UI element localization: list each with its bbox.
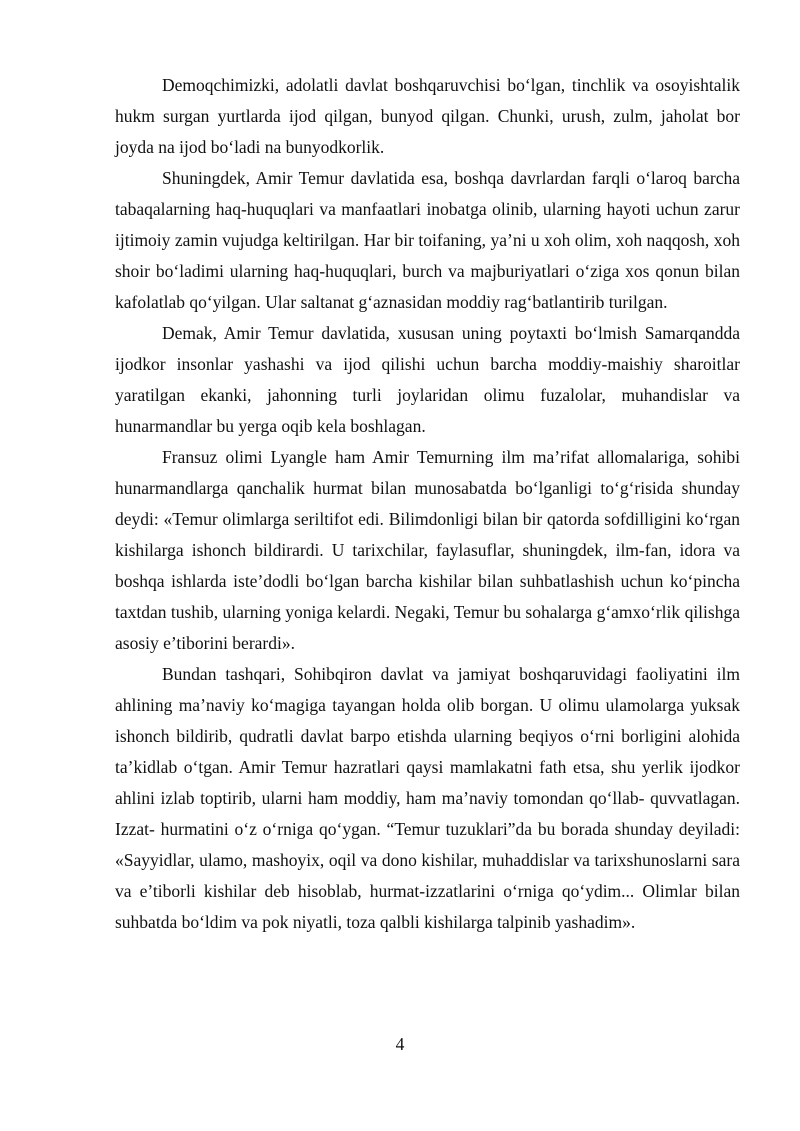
page-number: 4: [395, 1034, 405, 1054]
paragraph-3: Demak, Amir Temur davlatida, xususan uning poytaxti bo‘lmish Samarqandda ijodkor insonlar yashashi va ijod qilishi uchun barcha moddiy-maishiy sharoitlar yaratilgan ekanki, jahonning turli joylaridan olimu fuzalolar, muhandislar va hunarmandlar bu yerga oqib kela boshlagan.: [115, 323, 740, 436]
paragraph-5: Bundan tashqari, Sohibqiron davlat va jamiyat boshqaruvidagi faoliyatini ilm ahlining ma’naviy ko‘magiga tayangan holda olib borgan. U olimu ulamolarga yuksak ishonch bildirib, qudratli davlat barpo etishda ularning beqiyos o‘rni borligini alohida ta’kidlab o‘tgan. Amir Temur hazratlari qaysi mamlakatni fath etsa, shu yerlik ijodkor ahlini izlab toptirib, ularni ham moddiy, ham ma’naviy tomondan qo‘llab- quvvatlagan. Izzat- hurmatini o‘z o‘rniga qo‘ygan. “Temur tuzuklari”da bu borada shunday deyiladi: «Sayyidlar, ulamo, mashoyix, oqil va dono kishilar, muhaddislar va tarixshunoslarni sara va e’tiborli kishilar deb hisoblab, hurmat-izzatlarini o‘rniga qo‘ydim... Olimlar bilan suhbatda bo‘ldim va pok niyatli, toza qalbli kishilarga talpinib yashadim».: [115, 664, 740, 932]
page-body: [115, 70, 740, 938]
paragraph-1: Demoqchimizki, adolatli davlat boshqaruvchisi bo‘lgan, tinchlik va osoyishtalik hukm surgan yurtlarda ijod qilgan, bunyod qilgan. Chunki, urush, zulm, jaholat bor joyda na ijod bo‘ladi na bunyodkorlik.: [115, 75, 740, 157]
paragraph-4: Fransuz olimi Lyangle ham Amir Temurning ilm ma’rifat allomalariga, sohibi hunarmandlarga qanchalik hurmat bilan munosabatda bo‘lganligi to‘g‘risida shunday deydi: «Temur olimlarga seriltifot edi. Bilimdonligi bilan bir qatorda sofdilligini ko‘rgan kishilarga ishonch bildirardi. U tarixchilar, faylasuflar, shuningdek, ilm-fan, idora va boshqa ishlarda iste’dodli bo‘lgan barcha kishilar bilan suhbatlashish uchun ko‘pincha taxtdan tushib, ularning yoniga kelardi. Negaki, Temur bu sohalarga g‘amxo‘rlik qilishga asosiy e’tiborini berardi».: [115, 447, 740, 653]
paragraph-2: Shuningdek, Amir Temur davlatida esa, boshqa davrlardan farqli o‘laroq barcha tabaqalarning haq-huquqlari va manfaatlari inobatga olinib, ularning hayoti uchun zarur ijtimoiy zamin vujudga keltirilgan. Har bir toifaning, ya’ni u xoh olim, xoh naqqosh, xoh shoir bo‘ladimi ularning haq-huquqlari, burch va majburiyatlari o‘ziga xos qonun bilan kafolatlab qo‘yilgan. Ular saltanat g‘aznasidan moddiy rag‘batlantirib turilgan.: [115, 168, 740, 312]
